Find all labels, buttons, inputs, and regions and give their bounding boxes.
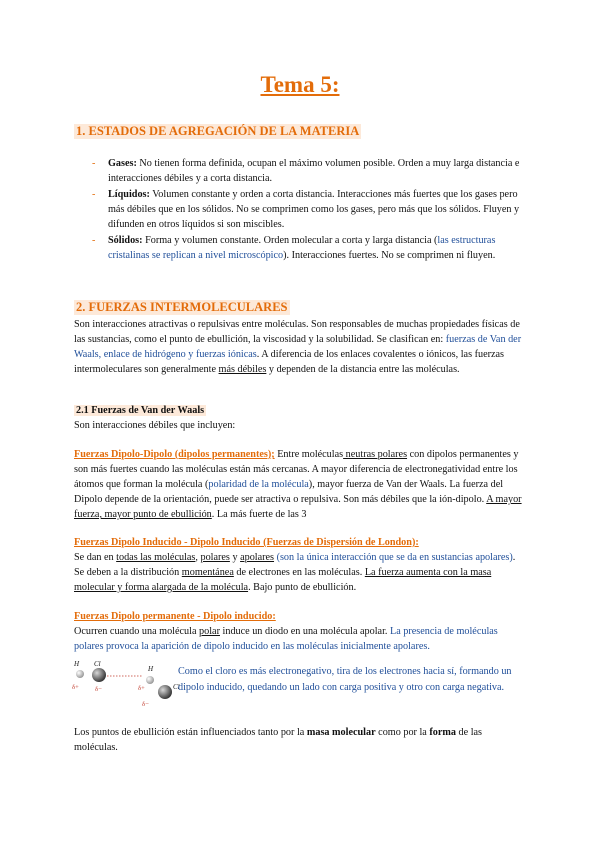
induced-induced-title: Fuerzas Dipolo Inducido - Dipolo Inducido (Fuerzas de Dispersión de London):	[74, 537, 419, 548]
diagram-label: H	[148, 665, 154, 673]
page-title: Tema 5:	[260, 72, 340, 97]
bullet-dash-icon: -	[92, 235, 96, 246]
states-list	[92, 156, 524, 264]
induced-induced-paragraph: Fuerzas Dipolo Inducido - Dipolo Inducido (Fuerzas de Dispersión de London): Se dan en todas las moléculas, polares y apolares (son la única interacción que se da en sustancias apolares). Se deben a la distribución momentánea de electrones en las moléculas. La fuerza aumenta con la masa molecular y forma alargada de la molécula. Bajo punto de ebullición.	[74, 537, 516, 593]
diagram-caption: Como el cloro es más electronegativo, tira de los electrones hacia sí, formando un dipolo inducido, quedando un lado con carga positiva y otro con carga negativa.	[178, 666, 512, 693]
diagram-label: Cl	[173, 683, 180, 691]
diagram-label: δ+	[72, 684, 79, 691]
diagram-label: δ−	[142, 701, 149, 708]
list-item-gases: - Gases: No tienen forma definida, ocupan el máximo volumen posible. Orden a muy larga distancia e interacciones débiles y a corta distancia.	[92, 158, 520, 184]
section-1-heading: 1. ESTADOS DE AGREGACIÓN DE LA MATERIA	[76, 124, 360, 138]
dipole-dipole-title: Fuerzas Dipolo-Dipolo (dipolos permanentes);	[74, 449, 275, 460]
section-2-paragraph: Son interacciones atractivas o repulsivas entre moléculas. Son responsables de muchas propiedades físicas de las sustancias, como el punto de ebullición, la viscosidad y la solubilidad. Se clasifican en: fuerzas de Van der Waals, enlace de hidrógeno y fuerzas iónicas. A diferencia de los enlaces covalentes o iónicos, las fuerzas intermoleculares son generalmente más débiles y dependen de la distancia entre las moléculas.	[74, 319, 522, 375]
chlorine-atom-icon	[92, 668, 106, 682]
hydrogen-atom-icon	[76, 670, 84, 678]
closing-paragraph: Los puntos de ebullición están influenciados tanto por la masa molecular como por la forma de las moléculas.	[74, 727, 483, 753]
hydrogen-atom-icon	[146, 676, 154, 684]
diagram-label: H	[74, 660, 80, 668]
list-item-liquids: - Líquidos: Volumen constante y orden a corta distancia. Interacciones más fuertes que los gases pero más débiles que en los sólidos. No se comprimen como los gases, pero más que los sólidos. Fluyen y difunden en otros líquidos si son miscibles.	[92, 189, 520, 230]
permanent-induced-title: Fuerzas Dipolo permanente - Dipolo inducido:	[74, 611, 276, 622]
dipole-diagram	[70, 658, 185, 710]
dipole-dipole-paragraph: Fuerzas Dipolo-Dipolo (dipolos permanentes); Entre moléculas neutras polares con dipolos permanentes y son más fuertes cuando las moléculas están más cercanas. A mayor diferencia de electronegatividad entre los átomos que forman la molécula (polaridad de la molécula), mayor fuerza de Van der Waals. La fuerza del Dipolo depende de la orientación, puede ser atractiva o repulsiva. Son más débiles que la ión-dipolo. A mayor fuerza, mayor punto de ebullición. La más fuerte de las 3	[74, 449, 522, 520]
section-2-heading: 2. FUERZAS INTERMOLECULARES	[76, 300, 288, 314]
diagram-label: Cl	[94, 660, 101, 668]
diagram-label: δ−	[95, 686, 102, 693]
chlorine-atom-icon	[158, 685, 172, 699]
bullet-dash-icon: -	[92, 189, 96, 200]
permanent-induced-paragraph: Fuerzas Dipolo permanente - Dipolo inducido: Ocurren cuando una molécula polar induce un diodo en una molécula apolar. La presencia de moléculas polares provoca la aparición de dipolo inducido en las moléculas inicialmente apolares.	[74, 611, 498, 652]
section-2-1-heading: 2.1 Fuerzas de Van der Waals	[76, 405, 205, 416]
bullet-dash-icon: -	[92, 158, 96, 169]
diagram-label: δ+	[138, 685, 145, 692]
list-item-solids: - Sólidos: Forma y volumen constante. Orden molecular a corta y larga distancia (las estructuras cristalinas se replican a nivel microscópico). Interacciones fuertes. No se comprimen ni fluyen.	[92, 235, 496, 261]
section-2-1: 2.1 Fuerzas de Van der Waals Son interacciones débiles que incluyen:	[74, 405, 236, 431]
